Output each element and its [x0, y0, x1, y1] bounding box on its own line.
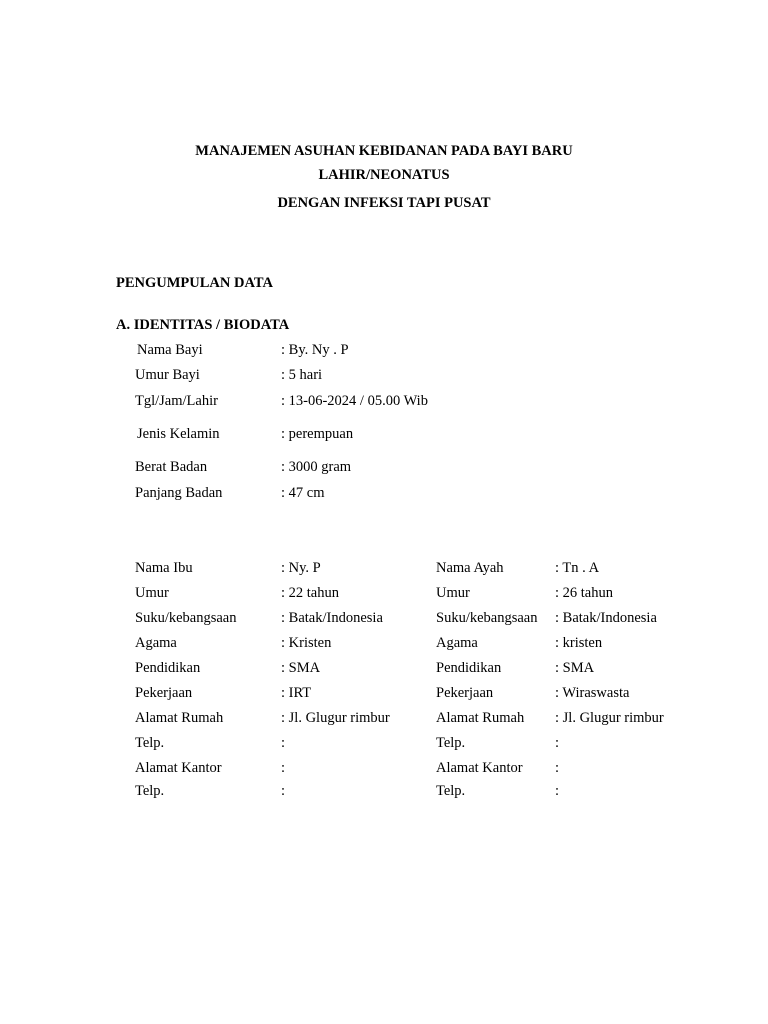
father-label: Alamat Rumah [436, 710, 525, 726]
father-value: : SMA [555, 660, 595, 676]
father-value: : kristen [555, 635, 603, 651]
father-value: : Batak/Indonesia [555, 610, 657, 626]
mother-value: : [281, 760, 286, 776]
baby-label: Berat Badan [135, 459, 208, 475]
mother-value: : 22 tahun [281, 585, 339, 601]
father-value: : [555, 735, 560, 751]
subsection-heading: A. IDENTITAS / BIODATA [116, 317, 290, 333]
baby-label: Tgl/Jam/Lahir [135, 393, 218, 409]
baby-value: : 5 hari [281, 367, 323, 383]
baby-value: : 13-06-2024 / 05.00 Wib [281, 393, 428, 409]
father-value: : 26 tahun [555, 585, 613, 601]
title-line-1: MANAJEMEN ASUHAN KEBIDANAN PADA BAYI BARU [195, 143, 573, 159]
father-label: Pekerjaan [436, 685, 494, 701]
mother-label: Telp. [135, 783, 165, 799]
father-label: Agama [436, 635, 478, 651]
baby-value: : By. Ny . P [281, 342, 349, 358]
father-value: : Jl. Glugur rimbur [555, 710, 664, 726]
title-line-2: LAHIR/NEONATUS [318, 167, 450, 183]
baby-label: Umur Bayi [135, 367, 200, 383]
mother-value: : [281, 735, 286, 751]
father-value: : Wiraswasta [555, 685, 630, 701]
mother-value: : Ny. P [281, 560, 321, 576]
father-label: Nama Ayah [436, 560, 504, 576]
father-value: : [555, 783, 560, 799]
mother-value: : Kristen [281, 635, 332, 651]
baby-label: Jenis Kelamin [137, 426, 220, 442]
baby-value: : perempuan [281, 426, 354, 442]
father-value: : [555, 760, 560, 776]
title-line-3: DENGAN INFEKSI TAPI PUSAT [277, 195, 491, 211]
mother-label: Umur [135, 585, 169, 601]
mother-label: Alamat Rumah [135, 710, 224, 726]
father-label: Telp. [436, 735, 466, 751]
father-value: : Tn . A [555, 560, 600, 576]
father-label: Umur [436, 585, 470, 601]
mother-label: Nama Ibu [135, 560, 193, 576]
mother-value: : Batak/Indonesia [281, 610, 383, 626]
mother-value: : SMA [281, 660, 321, 676]
mother-label: Pendidikan [135, 660, 201, 676]
mother-label: Alamat Kantor [135, 760, 222, 776]
father-label: Telp. [436, 783, 466, 799]
baby-value: : 3000 gram [281, 459, 352, 475]
section-heading: PENGUMPULAN DATA [116, 275, 273, 291]
mother-value: : Jl. Glugur rimbur [281, 710, 390, 726]
mother-label: Telp. [135, 735, 165, 751]
mother-label: Suku/kebangsaan [135, 610, 237, 626]
mother-value: : [281, 783, 286, 799]
father-label: Alamat Kantor [436, 760, 523, 776]
mother-label: Pekerjaan [135, 685, 193, 701]
father-label: Pendidikan [436, 660, 502, 676]
mother-label: Agama [135, 635, 177, 651]
mother-value: : IRT [281, 685, 312, 701]
baby-label: Panjang Badan [135, 485, 223, 501]
baby-value: : 47 cm [281, 485, 325, 501]
baby-label: Nama Bayi [137, 342, 203, 358]
father-label: Suku/kebangsaan [436, 610, 538, 626]
